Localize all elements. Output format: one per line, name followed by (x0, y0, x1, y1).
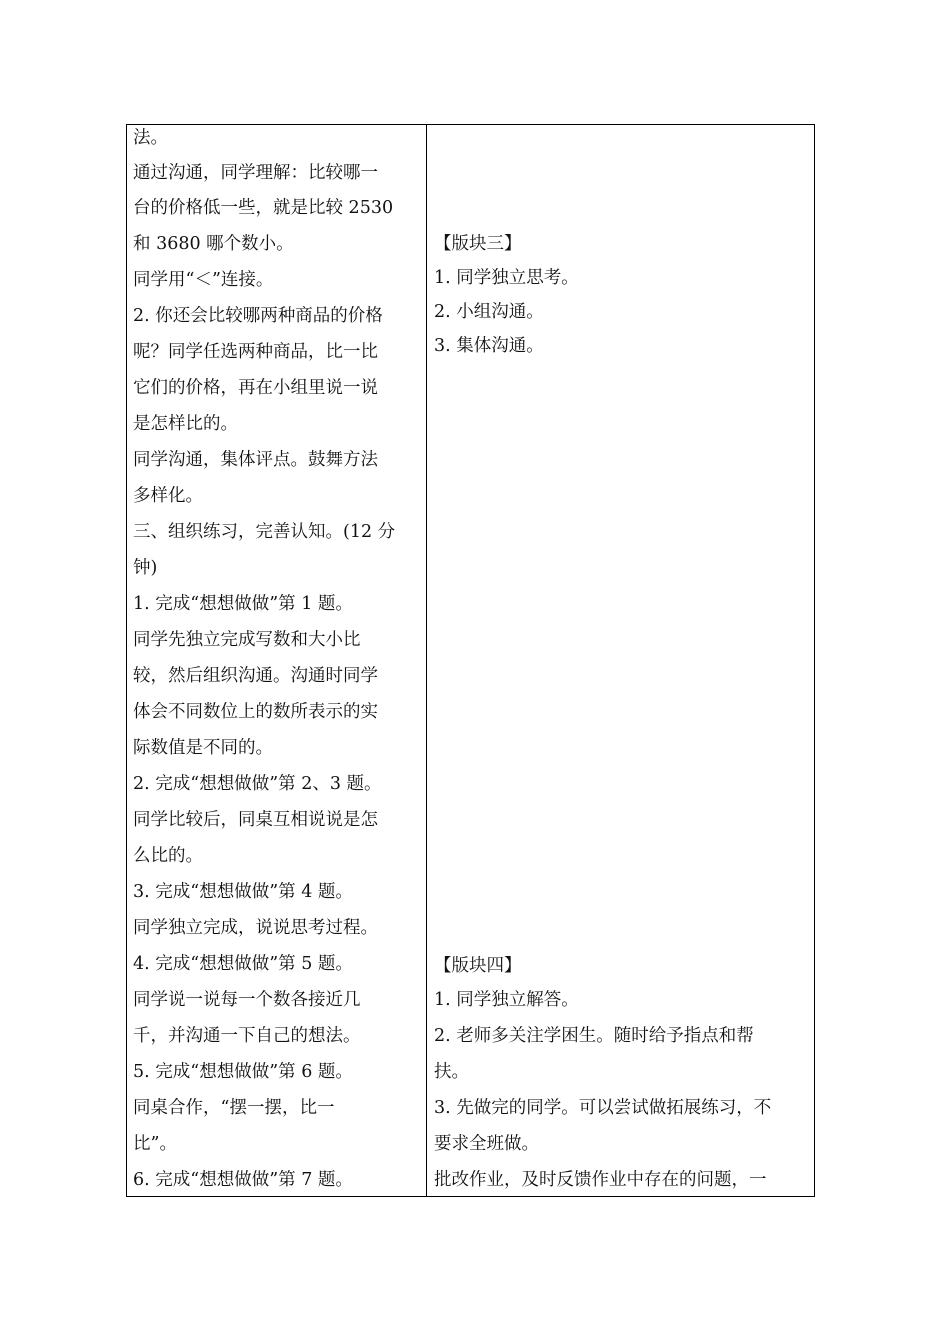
text-line: 2. 完成“想想做做”第 2、3 题。 (133, 774, 382, 794)
text-line: 际数值是不同的。 (133, 738, 273, 758)
text-line: 体会不同数位上的数所表示的实 (133, 702, 378, 722)
text-line: 它们的价格，再在小组里说一说 (133, 378, 378, 398)
block4-line: 批改作业，及时反馈作业中存在的问题，一 (434, 1170, 767, 1190)
text-line: 法。 (133, 128, 168, 148)
text-line: 较，然后组织沟通。沟通时同学 (133, 666, 378, 686)
text-line: 4. 完成“想想做做”第 5 题。 (133, 954, 353, 974)
block4-line: 1. 同学独立解答。 (434, 990, 579, 1010)
column-divider (426, 124, 427, 1197)
text-line: 2. 你还会比较哪两种商品的价格 (133, 306, 383, 326)
text-line: 台的价格低一些，就是比较 2530 (133, 198, 394, 218)
block3-item: 2. 小组沟通。 (434, 302, 544, 322)
block4-line: 3. 先做完的同学。可以尝试做拓展练习，不 (434, 1098, 772, 1118)
block4-line: 扶。 (434, 1062, 469, 1082)
block3-heading: 【版块三】 (434, 234, 522, 254)
text-line: 三、组织练习，完善认知。(12 分 (133, 522, 396, 542)
text-line: 么比的。 (133, 846, 203, 866)
text-line: 同学沟通，集体评点。鼓舞方法 (133, 450, 378, 470)
text-line: 通过沟通，同学理解：比较哪一 (133, 163, 378, 183)
text-line: 同学比较后，同桌互相说说是怎 (133, 810, 378, 830)
block3-item: 1. 同学独立思考。 (434, 268, 579, 288)
text-line: 钟) (133, 558, 158, 578)
text-line: 1. 完成“想想做做”第 1 题。 (133, 594, 353, 614)
text-line: 同学独立完成，说说思考过程。 (133, 918, 378, 938)
text-line: 5. 完成“想想做做”第 6 题。 (133, 1062, 353, 1082)
text-line: 多样化。 (133, 486, 203, 506)
text-line: 千，并沟通一下自己的想法。 (133, 1026, 361, 1046)
text-line: 同学先独立完成写数和大小比 (133, 630, 361, 650)
text-line: 是怎样比的。 (133, 414, 238, 434)
text-line: 比”。 (133, 1134, 177, 1154)
text-line: 同学说一说每一个数各接近几 (133, 990, 361, 1010)
block4-line: 要求全班做。 (434, 1134, 539, 1154)
text-line: 同桌合作，“摆一摆，比一 (133, 1098, 335, 1118)
text-line: 同学用“＜”连接。 (133, 270, 274, 290)
text-line: 和 3680 哪个数小。 (133, 234, 294, 254)
text-line: 呢？同学任选两种商品，比一比 (133, 342, 378, 362)
text-line: 6. 完成“想想做做”第 7 题。 (133, 1170, 353, 1190)
block4-line: 2. 老师多关注学困生。随时给予指点和帮 (434, 1026, 754, 1046)
block3-item: 3. 集体沟通。 (434, 336, 544, 356)
block4-heading: 【版块四】 (434, 956, 522, 976)
text-line: 3. 完成“想想做做”第 4 题。 (133, 882, 353, 902)
